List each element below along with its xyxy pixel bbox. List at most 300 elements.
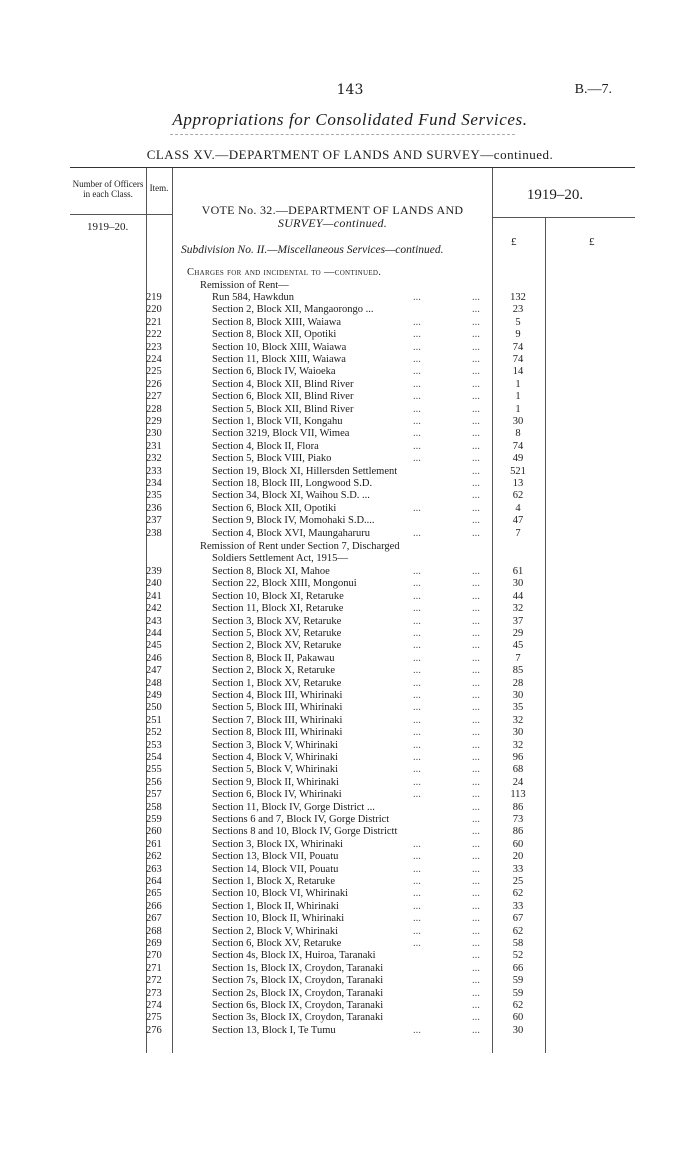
item-number: 253 bbox=[146, 739, 162, 751]
leader-dots: ... bbox=[413, 628, 421, 639]
item-description: Section 19, Block XI, Hillersden Settlement bbox=[212, 465, 398, 477]
table-row bbox=[0, 727, 700, 739]
leader-dots: ... bbox=[472, 440, 480, 452]
item-amount: 60 bbox=[512, 1012, 524, 1024]
item-amount: 7 bbox=[515, 527, 521, 539]
leader-dots: ... bbox=[472, 925, 480, 937]
leader-dots: ... bbox=[413, 566, 421, 577]
leader-dots: ... bbox=[472, 677, 480, 689]
group2-heading-line2: Soldiers Settlement Act, 1915— bbox=[212, 553, 348, 564]
table-row bbox=[0, 740, 700, 752]
leader-dots: ... bbox=[472, 1012, 480, 1024]
item-description: Section 6, Block IV, Waioeka bbox=[212, 366, 336, 378]
item-amount: 73 bbox=[512, 814, 524, 825]
leader-dots: ... bbox=[413, 677, 421, 689]
item-number: 226 bbox=[146, 378, 162, 390]
table-row bbox=[0, 342, 700, 354]
item-amount: 1 bbox=[515, 378, 521, 390]
item-description: Section 7s, Block IX, Croydon, Taranaki bbox=[212, 975, 384, 987]
item-description: Section 18, Block III, Longwood S.D. bbox=[212, 478, 373, 489]
item-amount: 28 bbox=[512, 677, 524, 689]
leader-dots: ... bbox=[472, 975, 480, 987]
table-row bbox=[0, 292, 700, 304]
pound-symbol-right: £ bbox=[589, 236, 595, 248]
leader-dots: ... bbox=[472, 752, 480, 763]
item-description: Section 3, Block XV, Retaruke bbox=[212, 615, 342, 627]
item-description: Section 6s, Block IX, Croydon, Taranaki bbox=[212, 1000, 384, 1011]
vote-heading-line2: SURVEY—continued. bbox=[277, 216, 388, 230]
item-number: 252 bbox=[146, 727, 162, 739]
item-number: 241 bbox=[146, 590, 162, 602]
item-amount: 86 bbox=[512, 801, 524, 813]
table-row bbox=[0, 1025, 700, 1037]
leader-dots: ... bbox=[472, 888, 480, 900]
item-amount: 30 bbox=[512, 727, 524, 739]
vote-heading bbox=[180, 204, 485, 230]
table-row bbox=[0, 304, 700, 316]
leader-dots: ... bbox=[472, 727, 480, 739]
table-row bbox=[0, 466, 700, 478]
item-amount: 5 bbox=[515, 316, 521, 328]
leader-dots: ... bbox=[472, 962, 480, 974]
officers-year: 1919–20. bbox=[87, 221, 129, 233]
item-description: Section 3, Block IX, Whirinaki bbox=[212, 838, 344, 850]
item-number: 261 bbox=[146, 838, 162, 850]
item-description: Section 7, Block III, Whirinaki bbox=[212, 714, 343, 726]
item-description: Section 4, Block II, Flora bbox=[212, 440, 319, 452]
item-description: Section 1, Block VII, Kongahu bbox=[212, 416, 343, 427]
item-description: Section 2s, Block IX, Croydon, Taranaki bbox=[212, 987, 384, 999]
item-amount: 29 bbox=[512, 628, 524, 639]
leader-dots: ... bbox=[413, 366, 421, 378]
leader-dots: ... bbox=[413, 590, 421, 602]
table-row bbox=[0, 690, 700, 702]
document-reference: B.—7. bbox=[574, 82, 612, 97]
leader-dots: ... bbox=[413, 863, 421, 875]
item-amount: 32 bbox=[512, 603, 524, 615]
leader-dots: ... bbox=[472, 702, 480, 714]
table-row bbox=[0, 702, 700, 714]
table-row bbox=[0, 963, 700, 975]
leader-dots: ... bbox=[472, 938, 480, 949]
table-row bbox=[0, 839, 700, 851]
item-amount: 59 bbox=[512, 987, 524, 999]
table-row bbox=[0, 354, 700, 366]
item-number: 273 bbox=[146, 987, 162, 999]
table-row bbox=[0, 566, 700, 578]
item-amount: 47 bbox=[512, 515, 524, 527]
leader-dots: ... bbox=[472, 478, 480, 489]
item-amount: 132 bbox=[510, 292, 526, 303]
item-column-heading: Item. bbox=[149, 183, 169, 193]
item-number: 230 bbox=[146, 428, 162, 440]
leader-dots: ... bbox=[413, 502, 421, 514]
item-amount: 9 bbox=[515, 329, 521, 341]
table-row bbox=[0, 715, 700, 727]
item-amount: 30 bbox=[512, 578, 524, 590]
leader-dots: ... bbox=[413, 838, 421, 850]
item-number: 251 bbox=[146, 714, 162, 726]
item-description: Section 9, Block IV, Momohaki S.D.... bbox=[212, 515, 375, 527]
item-number: 247 bbox=[146, 665, 162, 677]
leader-dots: ... bbox=[413, 453, 421, 465]
leader-dots: ... bbox=[413, 876, 421, 887]
item-number: 275 bbox=[146, 1012, 162, 1024]
item-number: 243 bbox=[146, 615, 162, 627]
leader-dots: ... bbox=[413, 603, 421, 615]
item-description: Section 2, Block V, Whirinaki bbox=[212, 925, 338, 937]
item-description: Section 6, Block XII, Blind River bbox=[212, 391, 354, 403]
table-row bbox=[0, 913, 700, 925]
leader-dots: ... bbox=[472, 714, 480, 726]
table-row bbox=[0, 528, 700, 540]
leader-dots: ... bbox=[472, 615, 480, 627]
leader-dots: ... bbox=[472, 801, 480, 813]
class-heading: CLASS XV.—DEPARTMENT OF LANDS AND SURVEY—continued. bbox=[146, 147, 554, 162]
leader-dots: ... bbox=[413, 727, 421, 739]
table-row bbox=[0, 938, 700, 950]
item-description: Section 1, Block X, Retaruke bbox=[212, 876, 336, 887]
leader-dots: ... bbox=[472, 292, 480, 303]
item-amount: 74 bbox=[512, 341, 524, 353]
item-number: 222 bbox=[146, 329, 162, 341]
leader-dots: ... bbox=[413, 329, 421, 341]
item-amount: 74 bbox=[512, 440, 524, 452]
item-number: 270 bbox=[146, 950, 162, 962]
item-description: Section 8, Block XIII, Waiawa bbox=[212, 316, 342, 328]
table-row bbox=[0, 653, 700, 665]
item-description: Section 14, Block VII, Pouatu bbox=[212, 863, 339, 875]
leader-dots: ... bbox=[472, 838, 480, 850]
leader-dots: ... bbox=[472, 652, 480, 664]
item-description: Section 11, Block XIII, Waiawa bbox=[212, 354, 346, 365]
leader-dots: ... bbox=[413, 913, 421, 925]
item-description: Section 11, Block IV, Gorge District ... bbox=[212, 801, 375, 813]
leader-dots: ... bbox=[413, 378, 421, 390]
year-column-heading: 1919–20. bbox=[526, 187, 584, 203]
table-row bbox=[0, 975, 700, 987]
leader-dots: ... bbox=[472, 590, 480, 602]
item-description: Section 3, Block V, Whirinaki bbox=[212, 739, 338, 751]
item-description: Section 1, Block II, Whirinaki bbox=[212, 900, 339, 912]
item-description: Section 5, Block III, Whirinaki bbox=[212, 702, 343, 714]
leader-dots: ... bbox=[472, 789, 480, 801]
item-number: 276 bbox=[146, 1024, 162, 1036]
item-number: 265 bbox=[146, 888, 162, 900]
item-number: 237 bbox=[146, 515, 162, 527]
table-row bbox=[0, 764, 700, 776]
table-row bbox=[0, 404, 700, 416]
table-row bbox=[0, 441, 700, 453]
item-description: Section 2, Block XV, Retaruke bbox=[212, 640, 342, 652]
item-amount: 4 bbox=[515, 502, 521, 514]
leader-dots: ... bbox=[472, 490, 480, 502]
leader-dots: ... bbox=[472, 527, 480, 539]
item-amount: 14 bbox=[512, 366, 524, 378]
item-amount: 30 bbox=[512, 416, 524, 427]
leader-dots: ... bbox=[413, 764, 421, 776]
item-description: Section 13, Block VII, Pouatu bbox=[212, 851, 339, 863]
leader-dots: ... bbox=[472, 403, 480, 415]
item-amount: 13 bbox=[512, 478, 524, 489]
table-row bbox=[0, 453, 700, 465]
item-number: 245 bbox=[146, 640, 162, 652]
item-amount: 62 bbox=[512, 925, 524, 937]
leader-dots: ... bbox=[472, 304, 480, 316]
leader-dots: ... bbox=[413, 900, 421, 912]
item-number: 240 bbox=[146, 578, 162, 590]
table-row bbox=[0, 366, 700, 378]
item-amount: 74 bbox=[512, 354, 524, 365]
item-number: 219 bbox=[146, 292, 162, 303]
item-amount: 35 bbox=[512, 702, 524, 714]
table-row bbox=[0, 814, 700, 826]
leader-dots: ... bbox=[472, 453, 480, 465]
table-row bbox=[0, 628, 700, 640]
leader-dots: ... bbox=[472, 603, 480, 615]
item-number: 264 bbox=[146, 876, 162, 887]
page-title: Appropriations for Consolidated Fund Services. bbox=[172, 110, 528, 129]
table-row bbox=[0, 478, 700, 490]
item-description: Run 584, Hawkdun bbox=[212, 292, 294, 303]
item-number: 242 bbox=[146, 603, 162, 615]
item-number: 223 bbox=[146, 341, 162, 353]
leader-dots: ... bbox=[413, 714, 421, 726]
item-number: 246 bbox=[146, 652, 162, 664]
item-amount: 113 bbox=[510, 789, 526, 801]
leader-dots: ... bbox=[413, 1024, 421, 1036]
item-number: 266 bbox=[146, 900, 162, 912]
item-number: 260 bbox=[146, 826, 162, 838]
pound-symbol-left: £ bbox=[511, 236, 517, 248]
leader-dots: ... bbox=[413, 776, 421, 788]
table-row bbox=[0, 578, 700, 590]
table-row bbox=[0, 640, 700, 652]
item-description: Section 6, Block IV, Whirinaki bbox=[212, 789, 342, 801]
item-number: 227 bbox=[146, 391, 162, 403]
leader-dots: ... bbox=[472, 515, 480, 527]
leader-dots: ... bbox=[472, 341, 480, 353]
item-number: 228 bbox=[146, 403, 162, 415]
item-amount: 62 bbox=[512, 490, 524, 502]
table-top-rule bbox=[70, 167, 635, 168]
table-row bbox=[0, 416, 700, 428]
item-description: Section 1, Block XV, Retaruke bbox=[212, 677, 342, 689]
item-number: 258 bbox=[146, 801, 162, 813]
leader-dots: ... bbox=[413, 391, 421, 403]
leader-dots: ... bbox=[472, 416, 480, 427]
item-amount: 58 bbox=[512, 938, 524, 949]
leader-dots: ... bbox=[413, 665, 421, 677]
item-description: Section 4, Block XVI, Maungaharuru bbox=[212, 527, 371, 539]
item-description: Section 5, Block V, Whirinaki bbox=[212, 764, 338, 776]
item-description: Section 1s, Block IX, Croydon, Taranaki bbox=[212, 962, 384, 974]
item-number: 220 bbox=[146, 304, 162, 316]
leader-dots: ... bbox=[472, 764, 480, 776]
leader-dots: ... bbox=[472, 851, 480, 863]
leader-dots: ... bbox=[472, 465, 480, 477]
item-amount: 59 bbox=[512, 975, 524, 987]
item-number: 271 bbox=[146, 962, 162, 974]
item-description: Section 4, Block V, Whirinaki bbox=[212, 752, 338, 763]
item-number: 272 bbox=[146, 975, 162, 987]
item-description: Section 5, Block XII, Blind River bbox=[212, 403, 354, 415]
item-amount: 33 bbox=[512, 900, 524, 912]
leader-dots: ... bbox=[413, 888, 421, 900]
item-description: Section 8, Block XI, Mahoe bbox=[212, 566, 330, 577]
item-amount: 24 bbox=[512, 776, 524, 788]
item-number: 238 bbox=[146, 527, 162, 539]
table-row bbox=[0, 851, 700, 863]
item-number: 274 bbox=[146, 1000, 162, 1011]
leader-dots: ... bbox=[413, 640, 421, 652]
leader-dots: ... bbox=[472, 428, 480, 440]
title-divider bbox=[170, 134, 515, 135]
leader-dots: ... bbox=[413, 615, 421, 627]
table-row bbox=[0, 826, 700, 838]
table-row bbox=[0, 901, 700, 913]
item-description: Section 10, Block II, Whirinaki bbox=[212, 913, 345, 925]
item-number: 268 bbox=[146, 925, 162, 937]
leader-dots: ... bbox=[472, 739, 480, 751]
item-amount: 37 bbox=[512, 615, 524, 627]
item-description: Section 8, Block III, Whirinaki bbox=[212, 727, 343, 739]
leader-dots: ... bbox=[413, 925, 421, 937]
leader-dots: ... bbox=[413, 527, 421, 539]
item-amount: 30 bbox=[512, 690, 524, 701]
table-row bbox=[0, 678, 700, 690]
year-header-rule bbox=[492, 217, 635, 218]
leader-dots: ... bbox=[472, 391, 480, 403]
item-description: Section 34, Block XI, Waihou S.D. ... bbox=[212, 490, 370, 502]
vote-heading-line1: VOTE No. 32.—DEPARTMENT OF LANDS AND bbox=[201, 203, 464, 217]
table-row bbox=[0, 876, 700, 888]
item-amount: 7 bbox=[515, 652, 521, 664]
leader-dots: ... bbox=[472, 863, 480, 875]
leader-dots: ... bbox=[413, 403, 421, 415]
item-amount: 25 bbox=[512, 876, 524, 887]
item-number: 249 bbox=[146, 690, 162, 701]
item-description: Sections 8 and 10, Block IV, Gorge Districtt bbox=[212, 826, 398, 838]
item-number: 248 bbox=[146, 677, 162, 689]
leader-dots: ... bbox=[472, 354, 480, 365]
item-amount: 67 bbox=[512, 913, 524, 925]
subdivision-heading: Subdivision No. II.—Miscellaneous Services—continued. bbox=[181, 244, 444, 256]
table-row bbox=[0, 503, 700, 515]
item-number: 256 bbox=[146, 776, 162, 788]
leader-dots: ... bbox=[472, 987, 480, 999]
leader-dots: ... bbox=[472, 628, 480, 639]
item-description: Section 4s, Block IX, Huiroa, Taranaki bbox=[212, 950, 376, 962]
item-number: 224 bbox=[146, 354, 162, 365]
item-amount: 1 bbox=[515, 403, 521, 415]
item-amount: 96 bbox=[512, 752, 524, 763]
page-number: 143 bbox=[336, 82, 364, 98]
item-number: 239 bbox=[146, 566, 162, 577]
group2-heading-line1: Remission of Rent under Section 7, Discharged bbox=[200, 541, 400, 552]
leader-dots: ... bbox=[472, 566, 480, 577]
leader-dots: ... bbox=[413, 690, 421, 701]
table-row bbox=[0, 988, 700, 1000]
item-description: Section 4, Block III, Whirinaki bbox=[212, 690, 343, 701]
item-description: Section 10, Block XI, Retaruke bbox=[212, 590, 344, 602]
leader-dots: ... bbox=[413, 578, 421, 590]
leader-dots: ... bbox=[472, 690, 480, 701]
item-number: 231 bbox=[146, 440, 162, 452]
item-amount: 23 bbox=[512, 304, 524, 316]
item-number: 221 bbox=[146, 316, 162, 328]
item-amount: 33 bbox=[512, 863, 524, 875]
item-number: 232 bbox=[146, 453, 162, 465]
item-number: 229 bbox=[146, 416, 162, 427]
item-description: Section 2, Block X, Retaruke bbox=[212, 665, 336, 677]
leader-dots: ... bbox=[472, 900, 480, 912]
item-description: Section 10, Block VI, Whirinaki bbox=[212, 888, 349, 900]
leader-dots: ... bbox=[472, 378, 480, 390]
item-description: Section 6, Block XV, Retaruke bbox=[212, 938, 342, 949]
item-number: 263 bbox=[146, 863, 162, 875]
table-row bbox=[0, 864, 700, 876]
leader-dots: ... bbox=[413, 851, 421, 863]
item-amount: 32 bbox=[512, 714, 524, 726]
item-amount: 44 bbox=[512, 590, 524, 602]
table-row bbox=[0, 789, 700, 801]
officers-column-heading: Number of Officers in each Class. bbox=[72, 179, 144, 199]
item-amount: 49 bbox=[512, 453, 524, 465]
item-amount: 86 bbox=[512, 826, 524, 838]
leader-dots: ... bbox=[413, 752, 421, 763]
leader-dots: ... bbox=[472, 640, 480, 652]
leader-dots: ... bbox=[472, 826, 480, 838]
item-amount: 8 bbox=[515, 428, 521, 440]
item-number: 257 bbox=[146, 789, 162, 801]
table-row bbox=[0, 603, 700, 615]
item-amount: 60 bbox=[512, 838, 524, 850]
leader-dots: ... bbox=[413, 789, 421, 801]
item-amount: 85 bbox=[512, 665, 524, 677]
item-number: 236 bbox=[146, 502, 162, 514]
item-amount: 20 bbox=[512, 851, 524, 863]
item-amount: 30 bbox=[512, 1024, 524, 1036]
item-number: 254 bbox=[146, 752, 162, 763]
charges-heading: Charges for and incidental to —continued. bbox=[187, 267, 382, 278]
item-amount: 52 bbox=[512, 950, 524, 962]
item-amount: 66 bbox=[512, 962, 524, 974]
item-description: Section 11, Block XI, Retaruke bbox=[212, 603, 344, 615]
table-row bbox=[0, 317, 700, 329]
item-description: Section 3219, Block VII, Wimea bbox=[212, 428, 350, 440]
item-number: 233 bbox=[146, 465, 162, 477]
item-description: Section 13, Block I, Te Tumu bbox=[212, 1024, 336, 1036]
item-amount: 32 bbox=[512, 739, 524, 751]
table-row bbox=[0, 490, 700, 502]
table-row bbox=[0, 1012, 700, 1024]
leader-dots: ... bbox=[472, 665, 480, 677]
table-row bbox=[0, 379, 700, 391]
leader-dots: ... bbox=[472, 1024, 480, 1036]
table-row bbox=[0, 591, 700, 603]
leader-dots: ... bbox=[413, 341, 421, 353]
item-number: 262 bbox=[146, 851, 162, 863]
leader-dots: ... bbox=[472, 329, 480, 341]
leader-dots: ... bbox=[413, 739, 421, 751]
item-number: 267 bbox=[146, 913, 162, 925]
leader-dots: ... bbox=[472, 578, 480, 590]
item-description: Section 6, Block XII, Opotiki bbox=[212, 502, 337, 514]
item-amount: 62 bbox=[512, 888, 524, 900]
item-description: Section 2, Block XII, Mangaorongo ... bbox=[212, 304, 374, 316]
table-row bbox=[0, 1000, 700, 1012]
